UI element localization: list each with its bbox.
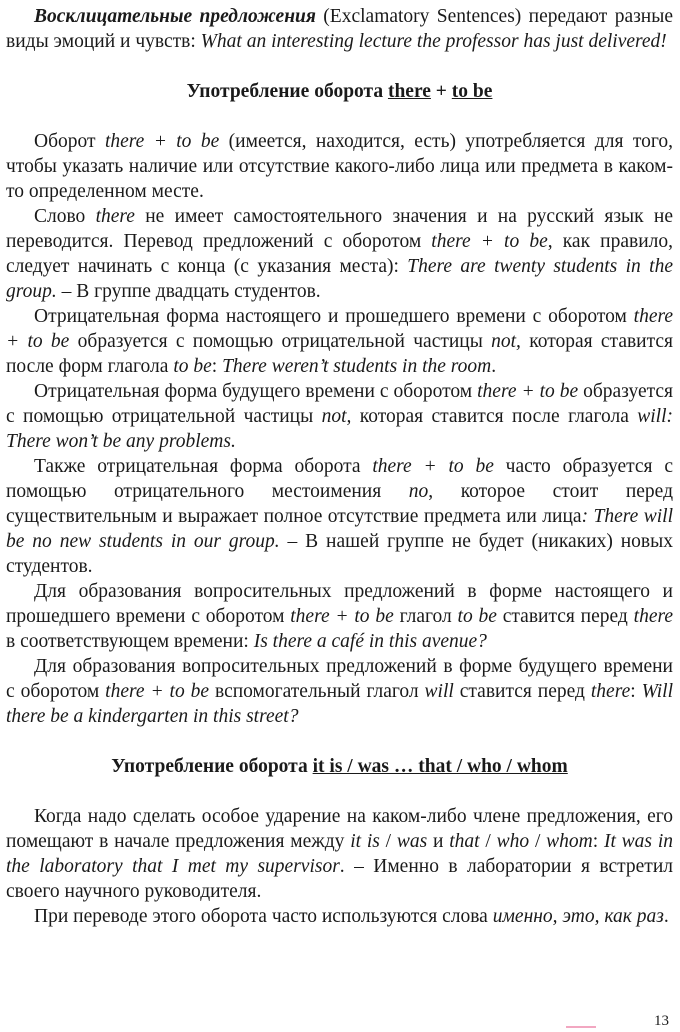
text: которая ставится после форм глагола	[6, 331, 673, 377]
spacer	[6, 779, 673, 804]
text: .	[663, 906, 669, 927]
example: there + to be	[105, 681, 210, 702]
example: whom	[546, 831, 593, 852]
text: :	[592, 831, 604, 852]
example: There weren’t students in the room	[222, 356, 492, 377]
page-content	[6, 4, 673, 929]
paragraph-9	[6, 904, 673, 929]
text: /	[479, 831, 497, 852]
intro-paragraph	[6, 4, 673, 54]
example: to be	[457, 606, 497, 627]
spacer	[6, 104, 673, 129]
text: в соответствующем времени:	[6, 631, 254, 652]
text: Также отрицательная форма оборота	[34, 456, 373, 477]
paragraph-4	[6, 379, 673, 454]
heading-text: Употребление оборота	[186, 81, 388, 102]
section-heading-there-to-be	[6, 79, 673, 104]
example: there + to be	[104, 131, 220, 152]
heading-text: Употребление оборота	[111, 756, 313, 777]
text: ставится перед	[453, 681, 591, 702]
heading-to-be: to be	[451, 81, 493, 102]
text: , как правило, следует начинать с конца (с указания места):	[6, 231, 673, 277]
example: there + to be	[372, 456, 494, 477]
example: there + to be	[431, 231, 548, 252]
text: – В группе двадцать студентов.	[56, 281, 321, 302]
text: вспомогательный глагол	[209, 681, 425, 702]
text: не имеет самостоятельного значения и на русский язык не переводится. Перевод предложений с оборотом	[6, 206, 673, 252]
example: there	[95, 206, 135, 227]
example: именно, это, как раз	[492, 906, 664, 927]
text: Отрицательная форма будущего времени с оборотом	[34, 381, 478, 402]
text: При переводе этого оборота часто используются слова	[34, 906, 493, 927]
text: – В нашей группе не будет (никаких) новых студентов.	[6, 531, 673, 577]
text: /	[529, 831, 547, 852]
text: образуется с помощью отрицательной частицы	[69, 331, 492, 352]
example: there + to be	[290, 606, 394, 627]
example: it is	[350, 831, 380, 852]
paragraph-5	[6, 454, 673, 579]
text: (Exclamatory Sentences) передают разные виды эмоций и чувств:	[6, 6, 673, 52]
example: no	[408, 481, 429, 502]
example: was	[396, 831, 428, 852]
example: Is there a café in this avenue?	[253, 631, 487, 652]
text: :	[211, 356, 223, 377]
example: there + to be	[6, 306, 673, 352]
example: there	[590, 681, 631, 702]
paragraph-1	[6, 129, 673, 204]
heading-plus: +	[430, 81, 452, 102]
example: to be	[173, 356, 212, 377]
example: will	[424, 681, 454, 702]
section-heading-it-is	[6, 754, 673, 779]
example: will: There won’t be any problems.	[6, 406, 673, 452]
text: Отрицательная форма настоящего и прошедшего времени с оборотом	[34, 306, 634, 327]
paragraph-7	[6, 654, 673, 729]
text: часто образуется с помощью отрицательного местоимения	[6, 456, 673, 502]
page-number: 13	[654, 1013, 669, 1029]
example: not,	[321, 406, 352, 427]
example: What an interesting lecture the professor has just delivered!	[200, 31, 667, 52]
example: : There will be no new students in our group.	[6, 506, 673, 552]
text: ставится перед	[496, 606, 634, 627]
example: there	[633, 606, 673, 627]
heading-it-is-was: it is / was … that / who / whom	[312, 756, 568, 777]
spacer	[6, 54, 673, 79]
text: , которое стоит перед существительным и выражает полное отсутствие предмета или лица	[6, 481, 673, 527]
text: (имеется, находится, есть) употребляется для того, чтобы указать наличие или отсутствие какого-либо лица или предмета в каком-то определенном месте.	[6, 131, 673, 202]
example: who	[496, 831, 530, 852]
paragraph-8	[6, 804, 673, 904]
heading-there: there	[387, 81, 431, 102]
text: :	[630, 681, 642, 702]
text: .	[491, 356, 497, 377]
example: It was in the laboratory that I met my supervisor	[6, 831, 673, 877]
example: Will there be a kindergarten in this street?	[6, 681, 673, 727]
text: Когда надо сделать особое ударение на каком-либо члене предложения, его помещают в начале предложения между	[6, 806, 673, 852]
text: Для образования вопросительных предложений в форме будущего времени с оборотом	[6, 656, 673, 702]
page-edge-mark	[566, 1026, 596, 1028]
text: образуется с помощью отрицательной частицы	[6, 381, 674, 427]
example: there + to be	[477, 381, 579, 402]
text: Слово	[34, 206, 96, 227]
text: . – Именно в лаборатории я встретил своего научного руководителя.	[6, 856, 673, 902]
paragraph-3	[6, 304, 673, 379]
spacer	[6, 729, 673, 754]
paragraph-2	[6, 204, 673, 304]
example: not,	[491, 331, 521, 352]
text: Оборот	[34, 131, 105, 152]
text: /	[379, 831, 397, 852]
text: и	[427, 831, 450, 852]
term-exclamatory: Восклицательные предложения	[34, 6, 316, 27]
paragraph-6	[6, 579, 673, 654]
text: которая ставится после глагола	[351, 406, 638, 427]
example: that	[449, 831, 480, 852]
text: глагол	[393, 606, 458, 627]
text: Для образования вопросительных предложений в форме настоящего и прошедшего времени с оборотом	[6, 581, 673, 627]
example: There are twenty students in the group.	[6, 256, 673, 302]
